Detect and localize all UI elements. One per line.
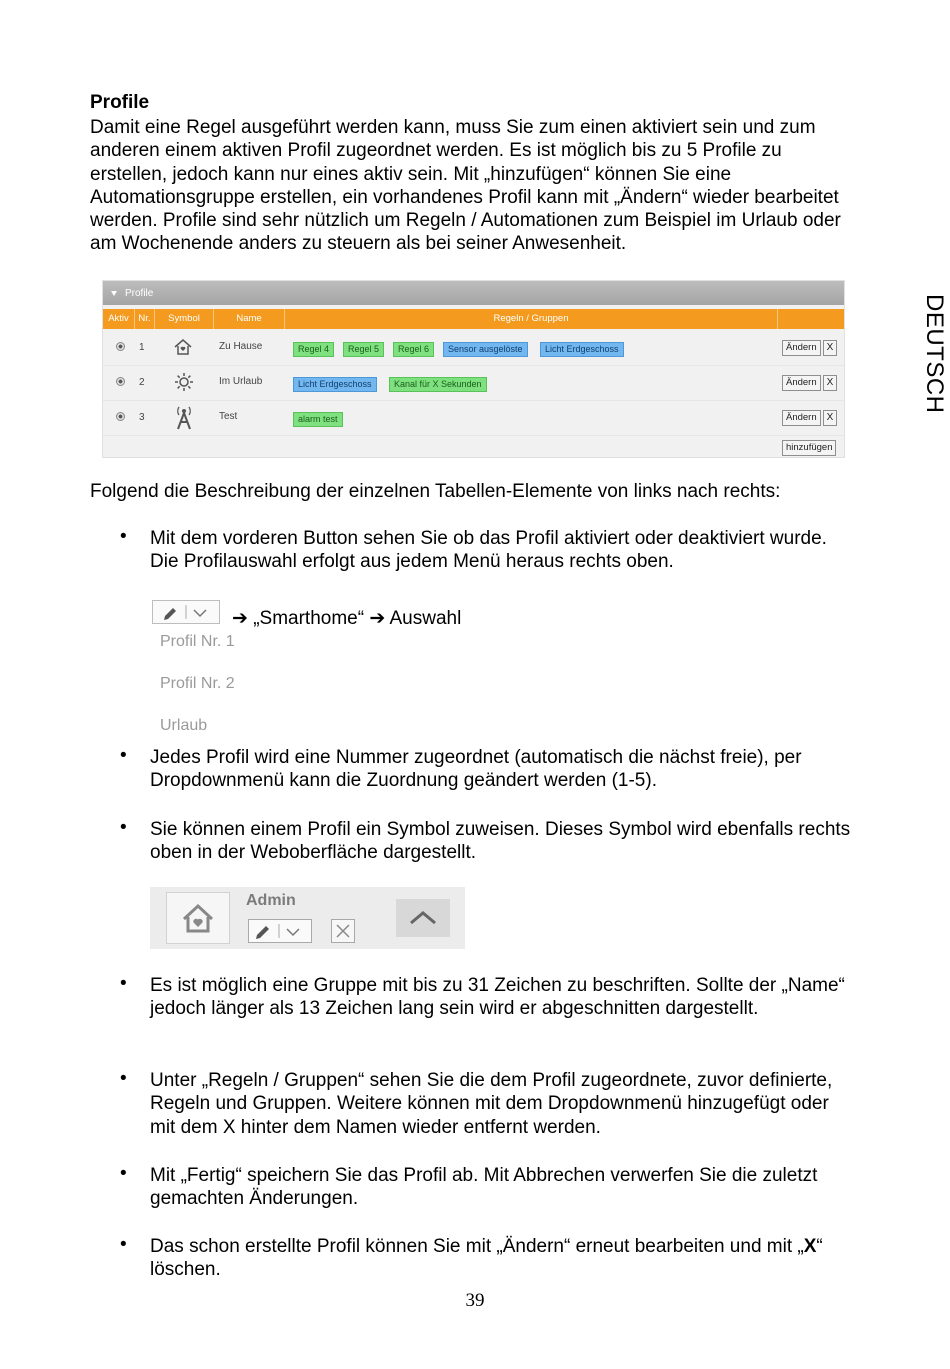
- bullet-icon: •: [120, 1234, 127, 1255]
- edit-button[interactable]: Ändern: [782, 375, 821, 391]
- group-tag[interactable]: Sensor ausgelöste: [443, 342, 528, 357]
- user-label: Admin: [246, 892, 296, 909]
- rule-tag[interactable]: Kanal für X Sekunden: [389, 377, 487, 392]
- header-symbol: Symbol: [155, 309, 214, 329]
- collapse-triangle-icon: [111, 291, 117, 296]
- menu-path-auswahl: Auswahl: [389, 608, 462, 629]
- profile-number: 2: [139, 377, 145, 388]
- profile-panel-title: Profile: [125, 288, 154, 299]
- house-icon: [173, 337, 193, 360]
- profile-name: Im Urlaub: [219, 376, 263, 387]
- rule-tag[interactable]: Regel 4: [293, 342, 334, 357]
- active-radio[interactable]: [116, 412, 125, 421]
- bullet-icon: •: [120, 817, 127, 838]
- bullet-text-bold: X: [803, 1236, 817, 1257]
- profile-select-dropdown[interactable]: [248, 919, 312, 943]
- edit-pencil-icon: [249, 920, 311, 942]
- bullet-icon: •: [120, 1163, 127, 1184]
- add-profile-button[interactable]: hinzufügen: [782, 440, 836, 456]
- profile-dropdown[interactable]: [152, 600, 220, 624]
- active-radio[interactable]: [116, 342, 125, 351]
- bullet-text-part: Das schon erstellte Profil können Sie mit „Ändern“ erneut bearbeiten und mit „: [150, 1236, 804, 1257]
- delete-button[interactable]: X: [823, 410, 837, 426]
- side-language-label: DEUTSCH: [921, 294, 948, 414]
- page-number: 39: [465, 1290, 485, 1311]
- group-tag[interactable]: Licht Erdgeschoss: [540, 342, 624, 357]
- bullet-icon: •: [120, 1068, 127, 1089]
- bullet-text: Jedes Profil wird eine Nummer zugeordnet (automatisch die nächst freie), per Dropdownmenü kann die Zuordnung geändert werden (1-5).: [150, 747, 802, 792]
- house-heart-icon: [167, 893, 229, 943]
- chevron-up-icon: [396, 899, 450, 937]
- arrow-right-icon: ➔: [232, 608, 248, 629]
- profile-name: Test: [219, 411, 238, 422]
- header-actions: [778, 309, 844, 329]
- edit-button[interactable]: Ändern: [782, 340, 821, 356]
- header-name: Name: [214, 309, 285, 329]
- header-nr: Nr.: [135, 309, 155, 329]
- description-intro: Folgend die Beschreibung der einzelnen Tabellen-Elemente von links nach rechts:: [90, 481, 781, 502]
- rule-tag[interactable]: Regel 6: [393, 342, 434, 357]
- logout-close-icon[interactable]: [331, 919, 355, 943]
- rule-tag[interactable]: alarm test: [293, 412, 343, 427]
- table-row: [103, 331, 844, 366]
- arrow-right-icon: ➔: [369, 608, 386, 629]
- admin-widget-screenshot: [150, 887, 465, 949]
- antenna-icon: [174, 404, 194, 433]
- profile-name: Zu Hause: [219, 341, 263, 352]
- profile-panel-bar: [103, 281, 844, 305]
- dropdown-option[interactable]: Urlaub: [160, 717, 208, 734]
- intro-paragraph: Damit eine Regel ausgeführt werden kann, muss Sie zum einen aktiviert sein und zum anderen einem aktiven Profil zugeordnet werden. Es ist möglich bis zu 5 Profile zu erstellen, jedoch kann nur eines aktiv sein. Mit „hinzufügen“ können Sie eine Automationsgruppe erstellen, ein vorhandenes Profil kann mit „Ändern“ wieder bearbeitet werden. Profile sind sehr nützlich um Regeln / Automationen zum Beispiel im Urlaub oder am Wochenende anders zu steuern als bei seiner Anwesenheit.: [90, 117, 841, 255]
- group-tag[interactable]: Licht Erdgeschoss: [293, 377, 377, 392]
- bullet-text: [150, 1235, 855, 1282]
- active-radio[interactable]: [116, 377, 125, 386]
- header-aktiv: Aktiv: [103, 309, 135, 329]
- menu-path: [232, 607, 461, 630]
- menu-path-smarthome: „Smarthome“: [253, 608, 365, 629]
- rule-tag[interactable]: Regel 5: [343, 342, 384, 357]
- profile-number: 1: [139, 342, 145, 353]
- bullet-icon: •: [120, 973, 127, 994]
- bullet-text: Mit „Fertig“ speichern Sie das Profil ab. Mit Abbrechen verwerfen Sie die zuletzt gemachten Änderungen.: [150, 1165, 818, 1210]
- bullet-text: Unter „Regeln / Gruppen“ sehen Sie die dem Profil zugeordnete, zuvor definierte, Regeln und Gruppen. Weitere können mit dem Dropdownmenü hinzugefügt oder mit dem X hinter dem Namen wieder entfernt werden.: [150, 1070, 833, 1138]
- dropdown-option[interactable]: Profil Nr. 2: [160, 675, 235, 692]
- bullet-text: Mit dem vorderen Button sehen Sie ob das Profil aktiviert oder deaktiviert wurde. Die Profilauswahl erfolgt aus jedem Menü heraus rechts oben.: [150, 528, 827, 573]
- bullet-icon: •: [120, 526, 127, 547]
- delete-button[interactable]: X: [823, 375, 837, 391]
- bullet-text: Es ist möglich eine Gruppe mit bis zu 31 Zeichen zu beschriften. Sollte der „Name“ jedoch länger als 13 Zeichen lang sein wird er abgeschnitten dargestellt.: [150, 975, 845, 1020]
- bullet-text: Sie können einem Profil ein Symbol zuweisen. Dieses Symbol wird ebenfalls rechts oben in der Weboberfläche dargestellt.: [150, 819, 851, 864]
- bullet-text-part: “ löschen.: [150, 1236, 823, 1281]
- profile-symbol-button[interactable]: [166, 892, 230, 944]
- collapse-up-button[interactable]: [396, 899, 450, 937]
- dropdown-option[interactable]: Profil Nr. 1: [160, 633, 235, 650]
- delete-button[interactable]: X: [823, 340, 837, 356]
- edit-pencil-icon: [153, 601, 219, 623]
- table-row: [103, 401, 844, 436]
- profile-number: 3: [139, 412, 145, 423]
- header-regeln-gruppen: Regeln / Gruppen: [285, 309, 778, 329]
- section-heading: Profile: [90, 92, 150, 113]
- edit-button[interactable]: Ändern: [782, 410, 821, 426]
- sun-icon: [174, 372, 194, 395]
- profile-table-screenshot: [102, 280, 845, 458]
- table-row: [103, 366, 844, 401]
- table-header: [103, 309, 844, 329]
- bullet-icon: •: [120, 745, 127, 766]
